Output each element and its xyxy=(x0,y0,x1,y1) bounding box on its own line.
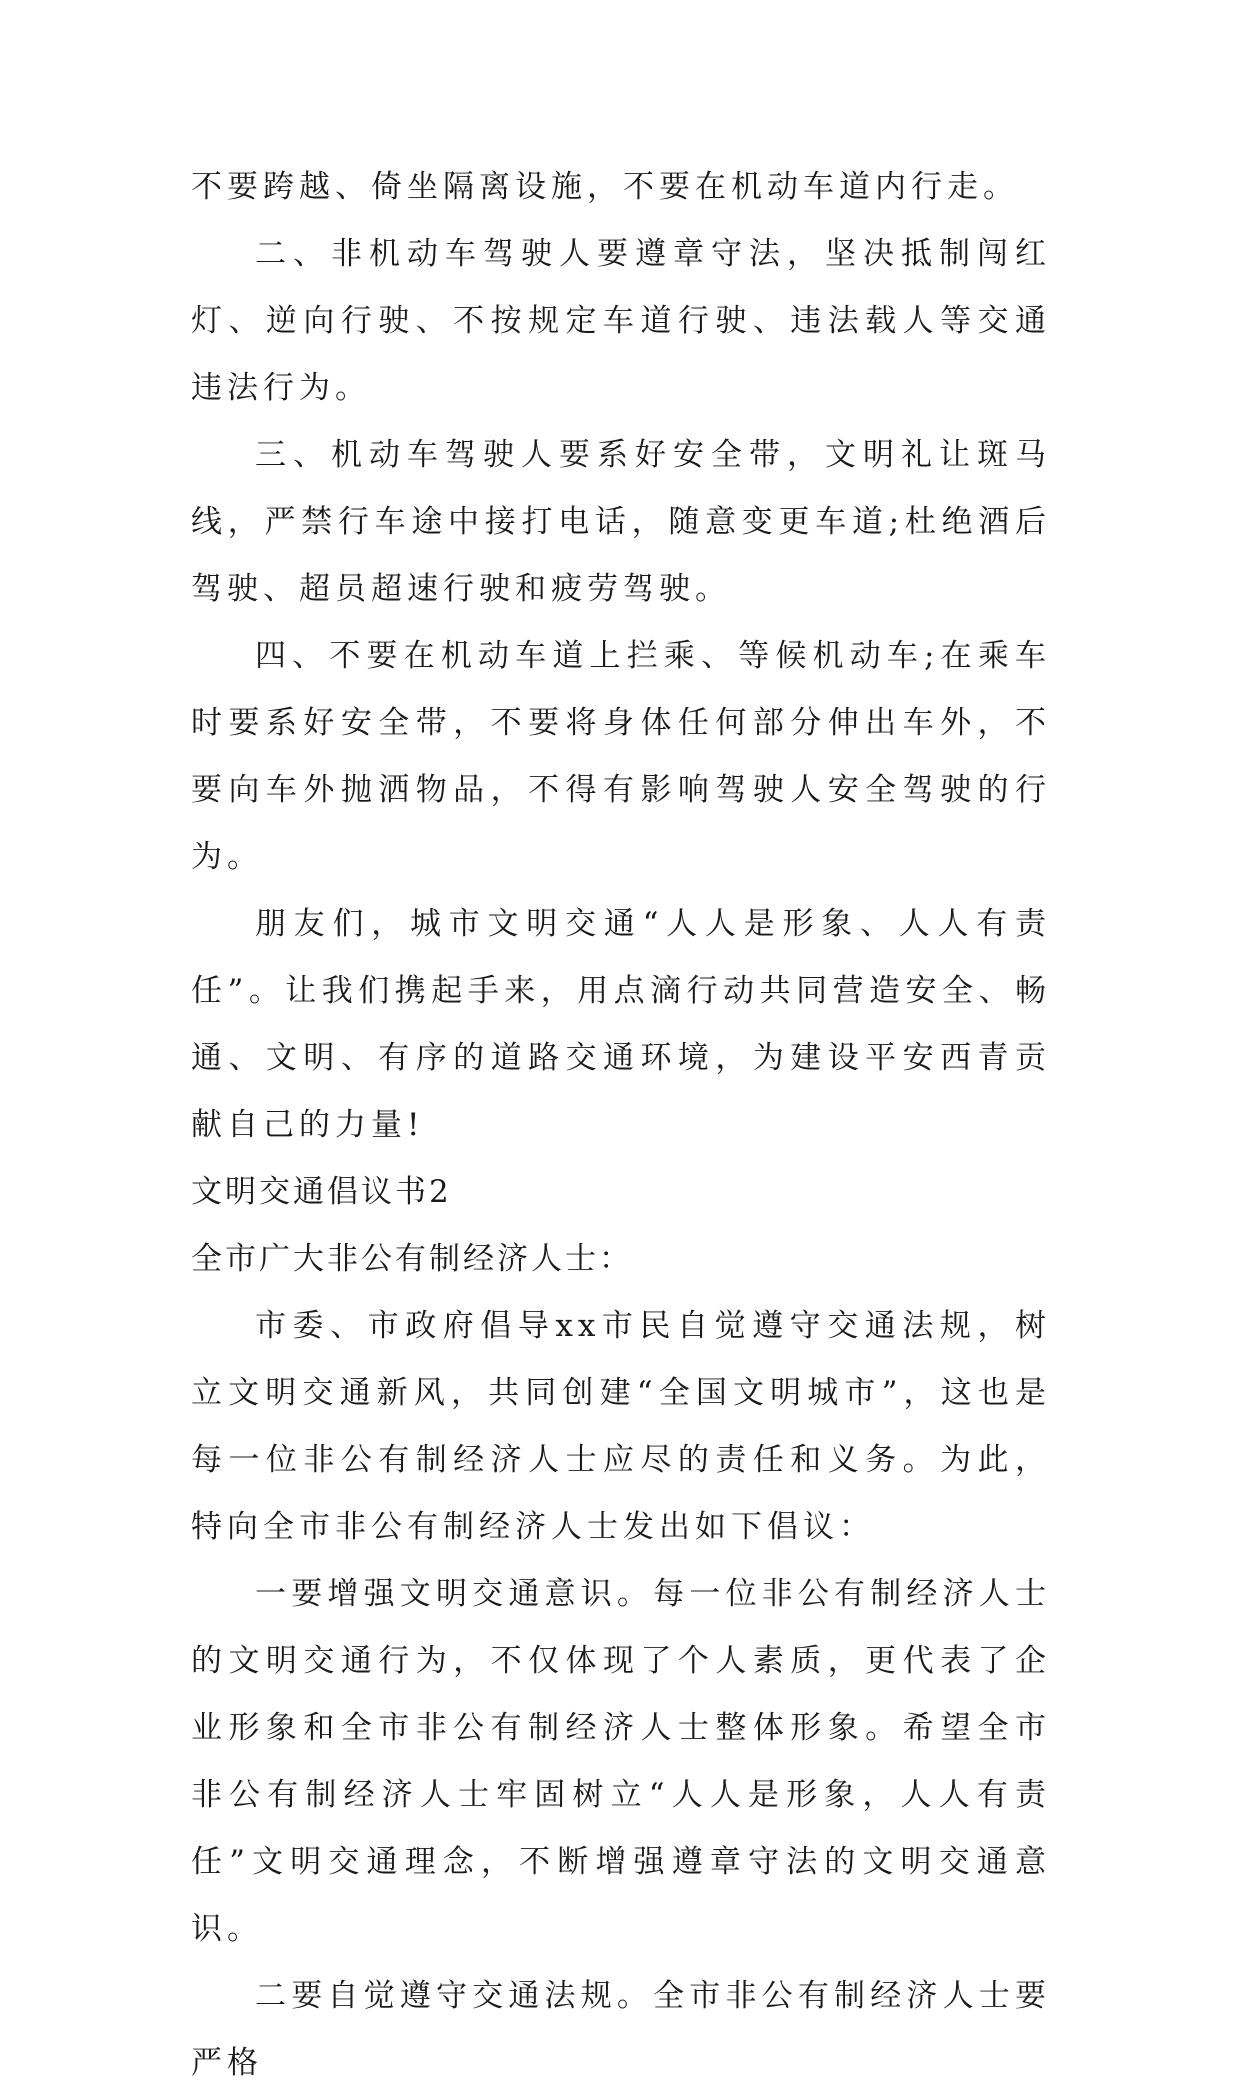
salutation: 全市广大非公有制经济人士： xyxy=(191,1241,633,1277)
paragraph-item-four: 四、不要在机动车道上拦乘、等候机动车;在乘车时要系好安全带，不要将身体任何部分伸出车外，不要向车外抛洒物品，不得有影响驾驶人安全驾驶的行为。 xyxy=(191,638,1051,875)
paragraph-closing: 朋友们，城市文明交通“人人是形象、人人有责任”。让我们携起手来，用点滴行动共同营造安全、畅通、文明、有序的道路交通环境，为建设平安西青贡献自己的力量! xyxy=(191,906,1051,1143)
paragraph-proposal-one: 一要增强文明交通意识。每一位非公有制经济人士的文明交通行为，不仅体现了个人素质，更代表了企业形象和全市非公有制经济人士整体形象。希望全市非公有制经济人士牢固树立“人人是形象，人人有责任”文明交通理念，不断增强遵章守法的文明交通意识。 xyxy=(191,1576,1051,1947)
paragraph-item-three: 三、机动车驾驶人要系好安全带，文明礼让斑马线，严禁行车途中接打电话，随意变更车道;杜绝酒后驾驶、超员超速行驶和疲劳驾驶。 xyxy=(191,437,1051,607)
paragraph-item-two: 二、非机动车驾驶人要遵章守法，坚决抵制闯红灯、逆向行驶、不按规定车道行驶、违法载人等交通违法行为。 xyxy=(191,236,1051,406)
paragraph-proposal-two: 二要自觉遵守交通法规。全市非公有制经济人士要严格 xyxy=(191,1978,1051,2081)
section-title: 文明交通倡议书2 xyxy=(191,1174,452,1210)
paragraph-intro: 市委、市政府倡导xx市民自觉遵守交通法规，树立文明交通新风，共同创建“全国文明城市”，这也是每一位非公有制经济人士应尽的责任和义务。为此，特向全市非公有制经济人士发出如下倡议： xyxy=(191,1308,1051,1545)
paragraph-continuation: 不要跨越、倚坐隔离设施，不要在机动车道内行走。 xyxy=(191,169,1019,205)
document-body xyxy=(191,154,1051,2097)
